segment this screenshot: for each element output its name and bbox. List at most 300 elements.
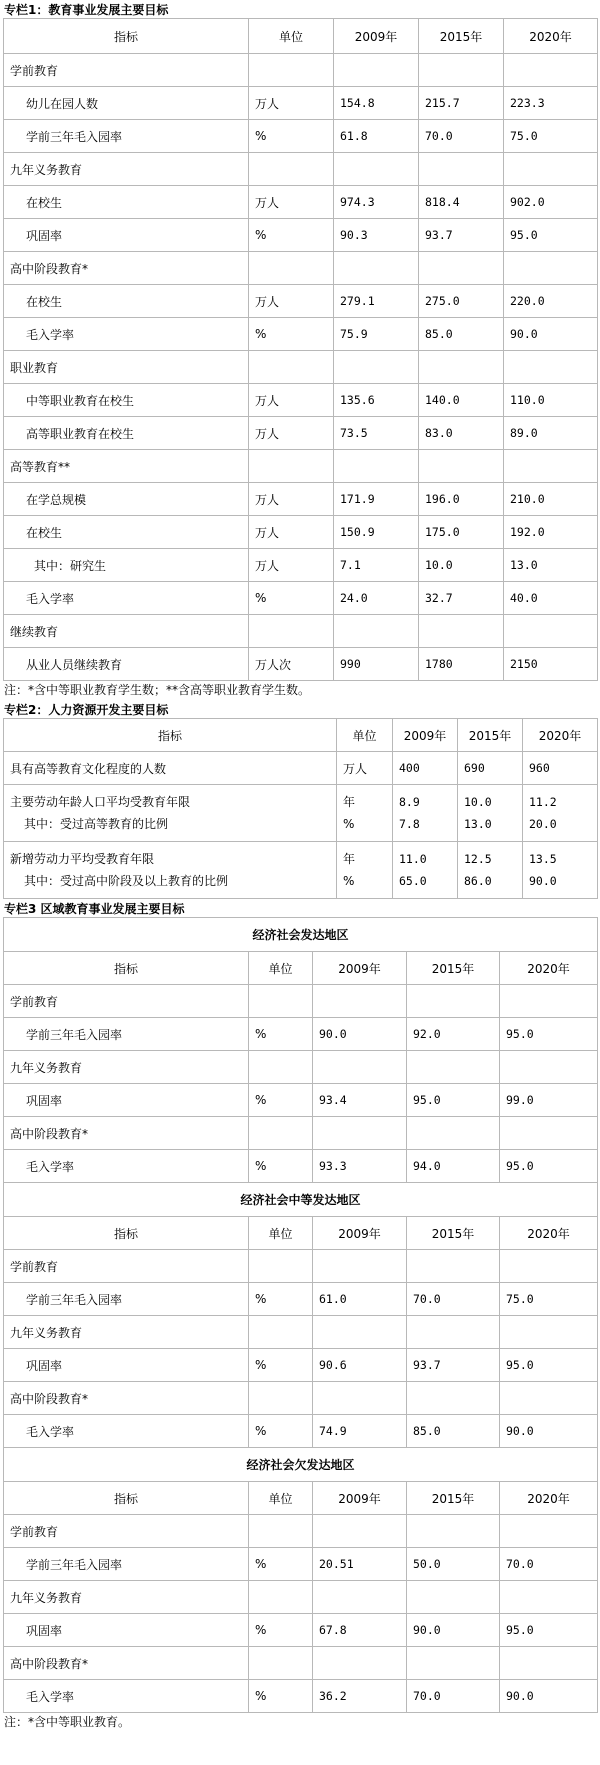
row-label: 毛入学率 [4, 318, 249, 351]
row-unit: % [249, 1415, 313, 1448]
row-label: 高等教育** [4, 450, 249, 483]
row-label: 巩固率 [4, 219, 249, 252]
value-2015 [407, 1250, 500, 1283]
row-unit [249, 54, 334, 87]
header-indicator: 指标 [4, 1482, 249, 1515]
value-2020: 192.0 [504, 516, 598, 549]
row-label: 学前教育 [4, 985, 249, 1018]
value-2020: 210.0 [504, 483, 598, 516]
value-2015: 275.0 [419, 285, 504, 318]
value-2009 [313, 1316, 407, 1349]
row-unit [249, 1382, 313, 1415]
value-2009: 24.0 [334, 582, 419, 615]
row-label: 幼儿在园人数 [4, 87, 249, 120]
unit-sub: % [343, 817, 355, 831]
header-2009: 2009年 [313, 1217, 407, 1250]
row-unit: % [249, 582, 334, 615]
row-label: 九年义务教育 [4, 1316, 249, 1349]
value-2020: 902.0 [504, 186, 598, 219]
table-row [4, 842, 598, 899]
row-label: 巩固率 [4, 1614, 249, 1647]
category-row [4, 450, 598, 483]
value-main: 11.0 [399, 852, 427, 866]
category-row [4, 1647, 598, 1680]
value-2009 [334, 54, 419, 87]
row-unit: % [249, 1680, 313, 1713]
value-2015 [419, 351, 504, 384]
header-2009: 2009年 [393, 719, 458, 752]
box1-caption: 专栏1：教育事业发展主要目标 [4, 3, 169, 17]
table-row [4, 483, 598, 516]
row-unit: 万人 [249, 483, 334, 516]
value-2009: 400 [393, 752, 458, 785]
category-row [4, 1382, 598, 1415]
value-2009: 990 [334, 648, 419, 681]
value-2009 [334, 351, 419, 384]
value-2009: 36.2 [313, 1680, 407, 1713]
table-row [4, 1415, 598, 1448]
value-2015 [419, 54, 504, 87]
value-2015 [407, 1382, 500, 1415]
row-label: 九年义务教育 [4, 1581, 249, 1614]
header-2009: 2009年 [334, 19, 419, 54]
value-2009 [334, 450, 419, 483]
category-row [4, 252, 598, 285]
value-2020: 13.0 [504, 549, 598, 582]
value-sub: 20.0 [529, 817, 557, 831]
value-2009 [313, 985, 407, 1018]
box1-note: 注：*含中等职业教育学生数；**含高等职业教育学生数。 [4, 683, 311, 697]
table-header-row [4, 1482, 598, 1515]
value-2020: 223.3 [504, 87, 598, 120]
value-sub: 86.0 [464, 874, 492, 888]
value-sub: 90.0 [529, 874, 557, 888]
value-2015 [419, 252, 504, 285]
value-2020: 89.0 [504, 417, 598, 450]
table-row [4, 516, 598, 549]
header-2015: 2015年 [407, 952, 500, 985]
region-title-row [4, 918, 598, 952]
value-2015: 175.0 [419, 516, 504, 549]
row-unit: % [249, 1084, 313, 1117]
value-2009: 154.8 [334, 87, 419, 120]
value-2020 [504, 252, 598, 285]
value-main: 8.9 [399, 795, 420, 809]
header-2020: 2020年 [500, 952, 598, 985]
value-2009: 73.5 [334, 417, 419, 450]
row-label: 在学总规模 [4, 483, 249, 516]
row-label-main: 新增劳动力平均受教育年限 [10, 852, 155, 866]
value-2020: 95.0 [500, 1018, 598, 1051]
value-2009 [313, 1382, 407, 1415]
row-unit: 万人 [337, 752, 393, 785]
value-2015 [407, 1117, 500, 1150]
value-2009: 75.9 [334, 318, 419, 351]
value-2015 [407, 1581, 500, 1614]
table-header-row [4, 952, 598, 985]
table-row [4, 785, 598, 842]
value-2009 [313, 1250, 407, 1283]
value-2009 [334, 252, 419, 285]
row-label: 高等职业教育在校生 [4, 417, 249, 450]
row-unit: % [249, 1614, 313, 1647]
value-2015 [458, 842, 523, 899]
value-2020: 75.0 [500, 1283, 598, 1316]
header-2020: 2020年 [500, 1482, 598, 1515]
value-2020: 99.0 [500, 1084, 598, 1117]
row-label: 高中阶段教育* [4, 252, 249, 285]
row-unit: 万人 [249, 285, 334, 318]
value-sub: 7.8 [399, 817, 420, 831]
value-2015 [407, 1316, 500, 1349]
value-2020 [500, 1382, 598, 1415]
row-label: 高中阶段教育* [4, 1382, 249, 1415]
header-unit: 单位 [249, 952, 313, 985]
row-unit: % [249, 1349, 313, 1382]
value-2015: 690 [458, 752, 523, 785]
region-title-row [4, 1448, 598, 1482]
box3-caption: 专栏3 区域教育事业发展主要目标 [4, 902, 185, 916]
value-2015: 32.7 [419, 582, 504, 615]
value-2020: 90.0 [500, 1415, 598, 1448]
value-main: 13.5 [529, 852, 557, 866]
row-label: 学前三年毛入园率 [4, 1548, 249, 1581]
value-2015: 70.0 [407, 1283, 500, 1316]
value-2020: 110.0 [504, 384, 598, 417]
value-2009: 93.4 [313, 1084, 407, 1117]
value-2015: 70.0 [419, 120, 504, 153]
row-label [4, 842, 337, 899]
row-label: 毛入学率 [4, 1150, 249, 1183]
row-unit: % [249, 1283, 313, 1316]
value-2020 [504, 615, 598, 648]
value-2009: 150.9 [334, 516, 419, 549]
value-2020 [500, 1647, 598, 1680]
value-2020 [500, 985, 598, 1018]
row-unit [337, 842, 393, 899]
value-2015: 85.0 [407, 1415, 500, 1448]
row-label: 巩固率 [4, 1349, 249, 1382]
value-2015: 94.0 [407, 1150, 500, 1183]
row-label: 毛入学率 [4, 582, 249, 615]
value-2015: 93.7 [419, 219, 504, 252]
value-2009: 135.6 [334, 384, 419, 417]
value-2020: 95.0 [500, 1150, 598, 1183]
value-2020 [500, 1316, 598, 1349]
header-unit: 单位 [249, 1217, 313, 1250]
value-2009: 90.6 [313, 1349, 407, 1382]
value-2020: 70.0 [500, 1548, 598, 1581]
category-row [4, 1515, 598, 1548]
value-2015: 50.0 [407, 1548, 500, 1581]
regional-goals-body [4, 918, 598, 1713]
table-row [4, 549, 598, 582]
table-row [4, 186, 598, 219]
row-unit [249, 1051, 313, 1084]
value-2009 [334, 153, 419, 186]
header-indicator: 指标 [4, 1217, 249, 1250]
row-label-sub: 其中：受过高中阶段及以上教育的比例 [24, 874, 229, 888]
table-row [4, 1084, 598, 1117]
row-label: 高中阶段教育* [4, 1117, 249, 1150]
value-2020: 90.0 [500, 1680, 598, 1713]
table-row [4, 285, 598, 318]
header-indicator: 指标 [4, 952, 249, 985]
value-2009: 7.1 [334, 549, 419, 582]
value-2015: 95.0 [407, 1084, 500, 1117]
table-header-row [4, 719, 598, 752]
value-sub: 13.0 [464, 817, 492, 831]
row-unit: % [249, 1548, 313, 1581]
value-2009 [313, 1051, 407, 1084]
value-2020: 95.0 [504, 219, 598, 252]
value-2020 [500, 1581, 598, 1614]
value-2009: 90.3 [334, 219, 419, 252]
row-label [4, 785, 337, 842]
header-2015: 2015年 [419, 19, 504, 54]
row-label: 九年义务教育 [4, 153, 249, 186]
value-2015: 93.7 [407, 1349, 500, 1382]
row-unit [337, 785, 393, 842]
value-2015: 196.0 [419, 483, 504, 516]
value-2020 [504, 450, 598, 483]
education-goals-body [4, 19, 598, 681]
row-label-main: 主要劳动年龄人口平均受教育年限 [10, 795, 191, 809]
value-2020 [500, 1051, 598, 1084]
value-2015 [419, 153, 504, 186]
header-2020: 2020年 [504, 19, 598, 54]
header-2020: 2020年 [500, 1217, 598, 1250]
region-title: 经济社会中等发达地区 [4, 1183, 598, 1217]
row-label: 继续教育 [4, 615, 249, 648]
row-unit [249, 252, 334, 285]
value-2020 [500, 1117, 598, 1150]
header-2009: 2009年 [313, 952, 407, 985]
header-2020: 2020年 [523, 719, 598, 752]
value-2020 [500, 1250, 598, 1283]
value-main: 11.2 [529, 795, 557, 809]
value-2009: 67.8 [313, 1614, 407, 1647]
row-unit: 万人次 [249, 648, 334, 681]
row-label: 学前教育 [4, 54, 249, 87]
row-unit [249, 1250, 313, 1283]
header-unit: 单位 [249, 1482, 313, 1515]
value-2009: 61.0 [313, 1283, 407, 1316]
table-row [4, 648, 598, 681]
unit-main: 年 [343, 795, 356, 809]
value-2009 [393, 842, 458, 899]
value-2015: 1780 [419, 648, 504, 681]
row-label: 毛入学率 [4, 1680, 249, 1713]
region-title-row [4, 1183, 598, 1217]
row-label: 在校生 [4, 186, 249, 219]
value-2020: 95.0 [500, 1614, 598, 1647]
region-title: 经济社会发达地区 [4, 918, 598, 952]
value-main: 12.5 [464, 852, 492, 866]
category-row [4, 351, 598, 384]
value-2009: 279.1 [334, 285, 419, 318]
value-2015: 818.4 [419, 186, 504, 219]
value-2015: 215.7 [419, 87, 504, 120]
value-2020: 40.0 [504, 582, 598, 615]
value-2009: 171.9 [334, 483, 419, 516]
value-sub: 65.0 [399, 874, 427, 888]
value-2020 [504, 351, 598, 384]
value-2020: 90.0 [504, 318, 598, 351]
value-2015: 10.0 [419, 549, 504, 582]
table-row [4, 1283, 598, 1316]
table-row [4, 1548, 598, 1581]
category-row [4, 985, 598, 1018]
education-goals-table [3, 18, 598, 681]
row-label: 学前三年毛入园率 [4, 120, 249, 153]
value-2020: 2150 [504, 648, 598, 681]
value-2015 [407, 985, 500, 1018]
row-label: 学前三年毛入园率 [4, 1283, 249, 1316]
category-row [4, 1581, 598, 1614]
row-unit [249, 1647, 313, 1680]
value-2020: 75.0 [504, 120, 598, 153]
value-2020 [504, 54, 598, 87]
row-unit [249, 153, 334, 186]
value-2015 [407, 1515, 500, 1548]
value-2020 [523, 785, 598, 842]
header-indicator: 指标 [4, 19, 249, 54]
value-2009: 61.8 [334, 120, 419, 153]
value-2015: 83.0 [419, 417, 504, 450]
row-label: 高中阶段教育* [4, 1647, 249, 1680]
row-label: 在校生 [4, 516, 249, 549]
row-unit [249, 985, 313, 1018]
table-row [4, 384, 598, 417]
row-label: 毛入学率 [4, 1415, 249, 1448]
table-row [4, 87, 598, 120]
category-row [4, 615, 598, 648]
regional-goals-table [3, 917, 598, 1713]
row-unit [249, 1117, 313, 1150]
value-main: 10.0 [464, 795, 492, 809]
value-2009: 974.3 [334, 186, 419, 219]
row-label: 中等职业教育在校生 [4, 384, 249, 417]
value-2015: 85.0 [419, 318, 504, 351]
table-header-row [4, 19, 598, 54]
row-unit: % [249, 219, 334, 252]
value-2015 [407, 1051, 500, 1084]
row-label: 具有高等教育文化程度的人数 [4, 752, 337, 785]
value-2020: 960 [523, 752, 598, 785]
value-2020: 95.0 [500, 1349, 598, 1382]
box2-caption: 专栏2：人力资源开发主要目标 [4, 703, 169, 717]
value-2009 [313, 1117, 407, 1150]
value-2015 [458, 785, 523, 842]
row-label: 学前三年毛入园率 [4, 1018, 249, 1051]
row-label: 学前教育 [4, 1515, 249, 1548]
table-row [4, 1680, 598, 1713]
value-2009 [393, 785, 458, 842]
row-unit: 万人 [249, 87, 334, 120]
value-2009 [313, 1515, 407, 1548]
row-label: 学前教育 [4, 1250, 249, 1283]
value-2009 [313, 1581, 407, 1614]
row-unit: 万人 [249, 384, 334, 417]
value-2009: 93.3 [313, 1150, 407, 1183]
row-unit: % [249, 318, 334, 351]
unit-main: 年 [343, 852, 356, 866]
header-2015: 2015年 [458, 719, 523, 752]
value-2020 [523, 842, 598, 899]
value-2009: 74.9 [313, 1415, 407, 1448]
category-row [4, 54, 598, 87]
value-2015 [419, 615, 504, 648]
row-unit: % [249, 120, 334, 153]
row-unit [249, 351, 334, 384]
row-unit [249, 1581, 313, 1614]
value-2009: 20.51 [313, 1548, 407, 1581]
value-2015 [407, 1647, 500, 1680]
region-title: 经济社会欠发达地区 [4, 1448, 598, 1482]
row-unit: 万人 [249, 417, 334, 450]
table-row [4, 1150, 598, 1183]
header-unit: 单位 [249, 19, 334, 54]
table-row [4, 417, 598, 450]
header-2009: 2009年 [313, 1482, 407, 1515]
category-row [4, 1051, 598, 1084]
human-resources-table [3, 718, 598, 899]
value-2020 [500, 1515, 598, 1548]
value-2020 [504, 153, 598, 186]
table-row [4, 1018, 598, 1051]
box3-note: 注：*含中等职业教育。 [4, 1715, 131, 1729]
category-row [4, 153, 598, 186]
row-label: 巩固率 [4, 1084, 249, 1117]
value-2009 [334, 615, 419, 648]
row-unit: 万人 [249, 549, 334, 582]
value-2015 [419, 450, 504, 483]
row-label: 职业教育 [4, 351, 249, 384]
row-label: 在校生 [4, 285, 249, 318]
row-unit: % [249, 1018, 313, 1051]
table-row [4, 582, 598, 615]
row-label: 从业人员继续教育 [4, 648, 249, 681]
value-2015: 70.0 [407, 1680, 500, 1713]
value-2015: 90.0 [407, 1614, 500, 1647]
category-row [4, 1250, 598, 1283]
table-row [4, 318, 598, 351]
value-2009 [313, 1647, 407, 1680]
table-row [4, 1614, 598, 1647]
category-row [4, 1117, 598, 1150]
row-unit [249, 1316, 313, 1349]
header-unit: 单位 [337, 719, 393, 752]
table-row [4, 1349, 598, 1382]
row-unit: % [249, 1150, 313, 1183]
table-header-row [4, 1217, 598, 1250]
header-2015: 2015年 [407, 1217, 500, 1250]
row-label-sub: 其中：受过高等教育的比例 [24, 817, 169, 831]
header-2015: 2015年 [407, 1482, 500, 1515]
row-label: 其中：研究生 [4, 549, 249, 582]
unit-sub: % [343, 874, 355, 888]
table-row [4, 752, 598, 785]
row-label: 九年义务教育 [4, 1051, 249, 1084]
row-unit: 万人 [249, 516, 334, 549]
value-2015: 140.0 [419, 384, 504, 417]
row-unit: 万人 [249, 186, 334, 219]
header-indicator: 指标 [4, 719, 337, 752]
table-row [4, 219, 598, 252]
row-unit [249, 450, 334, 483]
value-2015: 92.0 [407, 1018, 500, 1051]
